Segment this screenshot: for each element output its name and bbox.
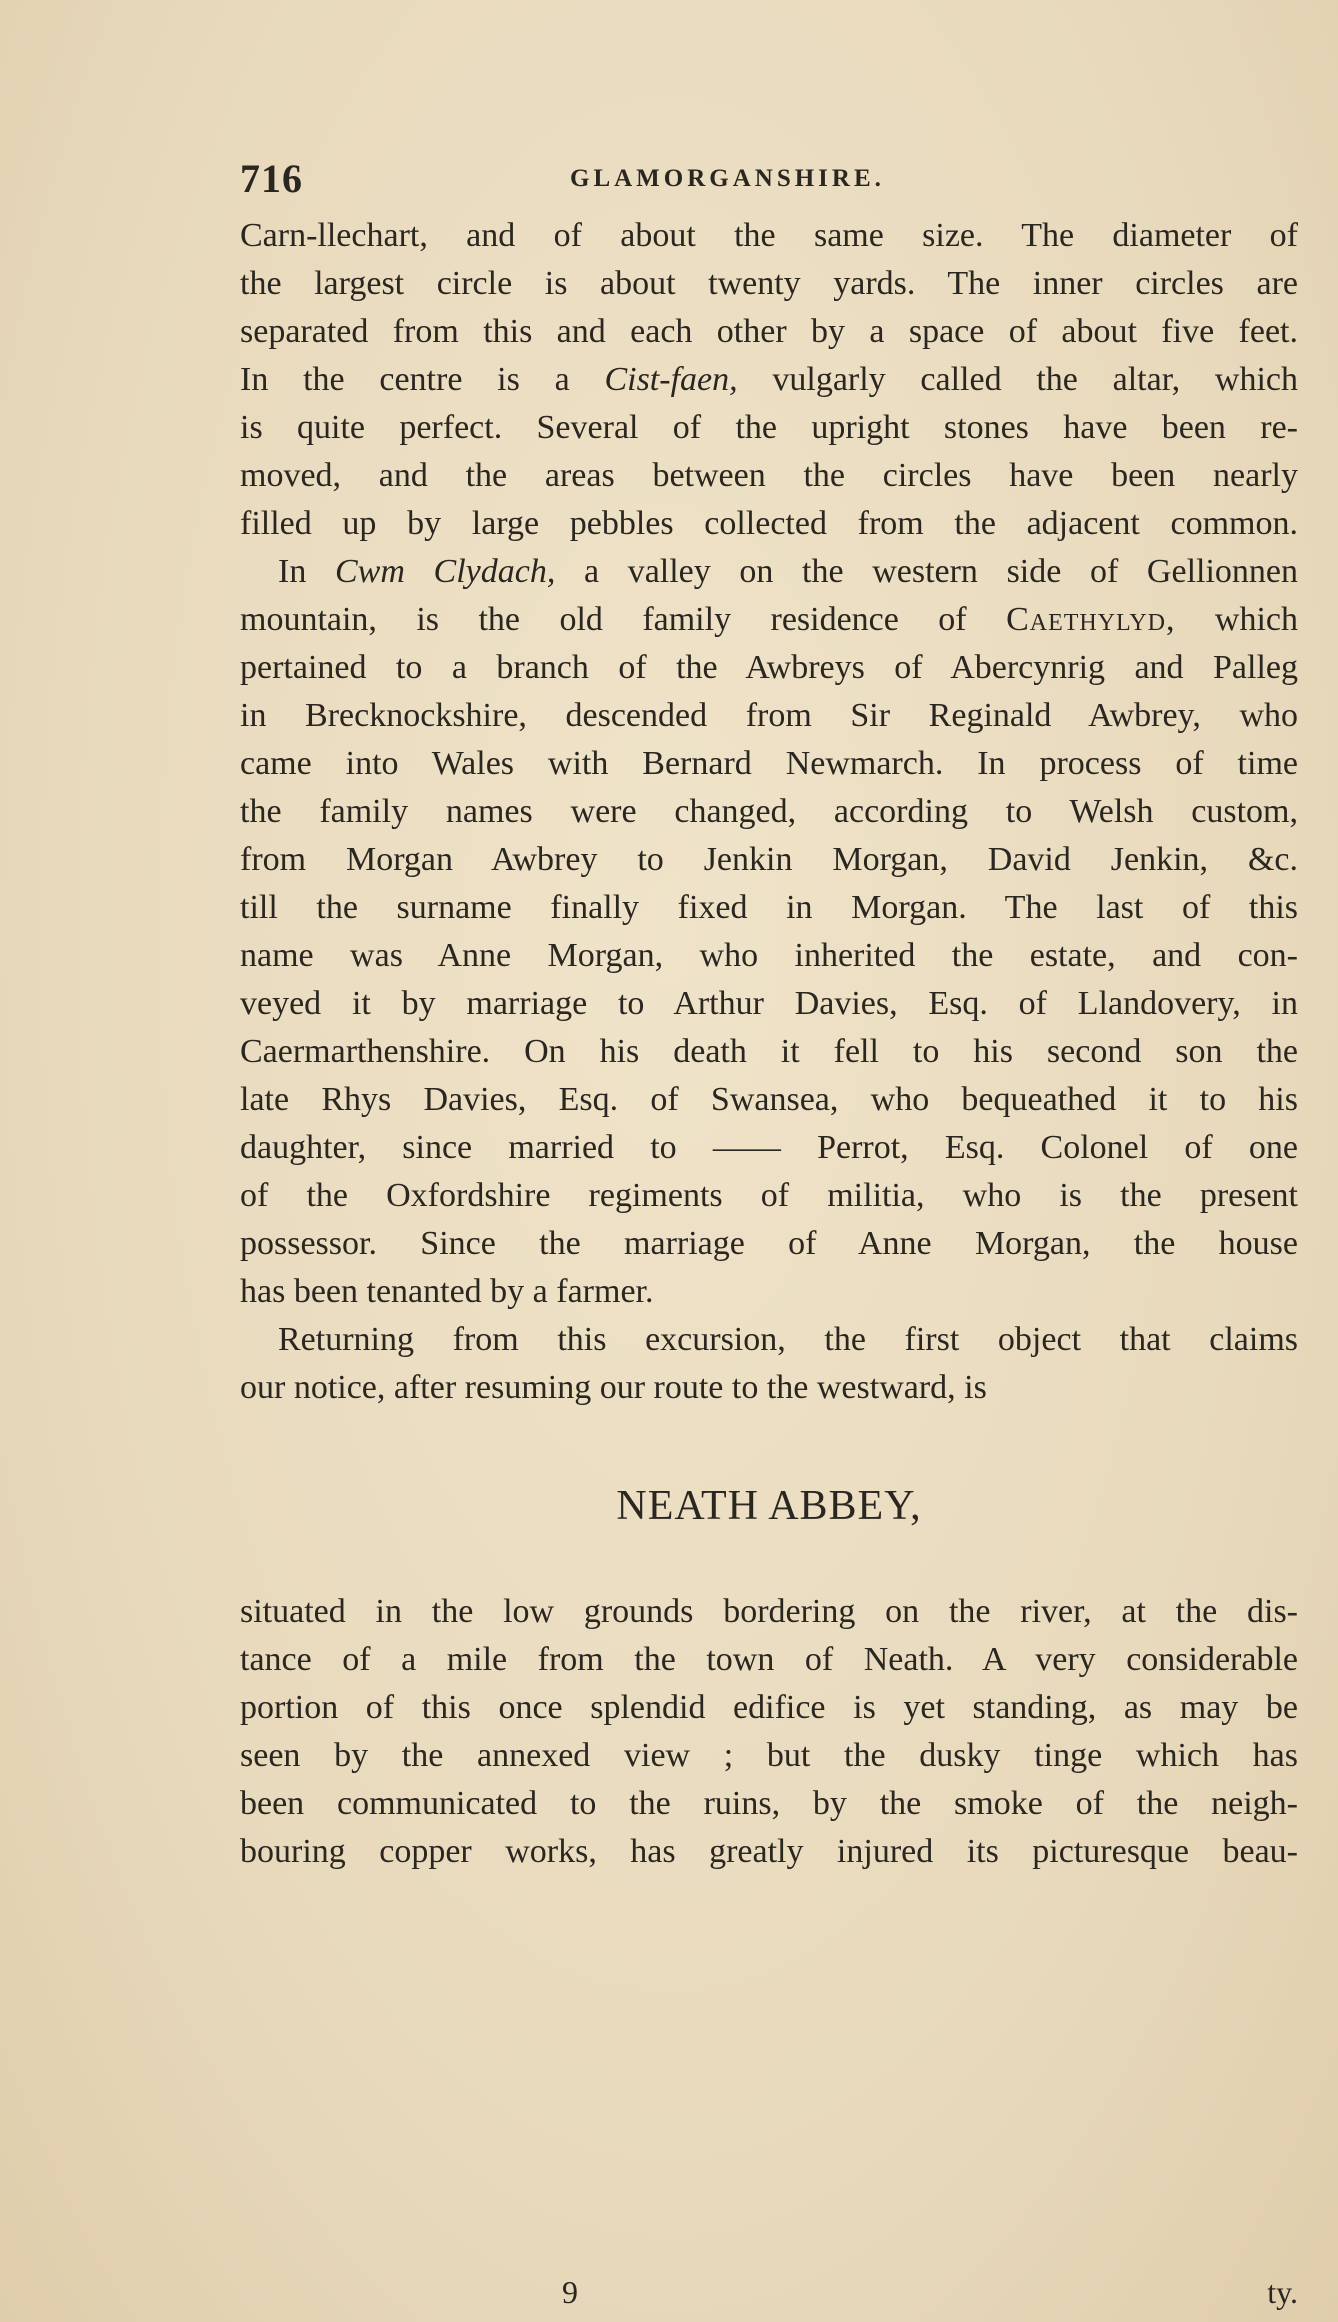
text-line: veyed it by marriage to Arthur Davies, Esq. of Llandovery, in — [240, 985, 1298, 1022]
running-head: GLAMORGANSHIRE. — [570, 165, 885, 192]
text-line: separated from this and each other by a space of about five feet. — [240, 313, 1298, 350]
section-heading: NEATH ABBEY, — [616, 1483, 922, 1529]
text-line: Carn-llechart, and of about the same size. The diameter of — [240, 217, 1298, 254]
text-line: seen by the annexed view ; but the dusky tinge which has — [240, 1737, 1298, 1774]
text-line: portion of this once splendid edifice is yet standing, as may be — [240, 1689, 1298, 1726]
text-fragment: a valley on the western side of Gellionnen — [555, 553, 1299, 590]
text-line: has been tenanted by a farmer. — [240, 1273, 654, 1310]
text-line: the family names were changed, according to Welsh custom, — [240, 793, 1298, 830]
text-line: is quite perfect. Several of the upright stones have been re- — [240, 409, 1298, 446]
italic-term: Cist-faen, — [604, 361, 738, 398]
text-line: name was Anne Morgan, who inherited the estate, and con- — [240, 937, 1298, 974]
page-footer — [240, 2274, 1298, 2322]
italic-place-name: Cwm Clydach, — [334, 553, 556, 590]
text-line — [240, 548, 1298, 596]
text-line: tance of a mile from the town of Neath. A very considerable — [240, 1641, 1298, 1678]
text-line: Caermarthenshire. On his death it fell to his second son the — [240, 1033, 1298, 1070]
text-fragment: mountain, is the old family residence of — [240, 601, 1007, 638]
catchword: ty. — [1267, 2274, 1298, 2310]
text-line: pertained to a branch of the Awbreys of Abercynrig and Palleg — [240, 649, 1298, 686]
text-line: possessor. Since the marriage of Anne Morgan, the house — [240, 1225, 1298, 1262]
page-header — [240, 155, 1090, 201]
signature-mark: 9 — [562, 2274, 578, 2310]
text-fragment: vulgarly called the altar, which — [737, 361, 1299, 398]
text-fragment: In the centre is a — [240, 361, 570, 398]
text-line: our notice, after resuming our route to the westward, is — [240, 1369, 987, 1406]
text-line — [240, 596, 1298, 644]
text-line: Returning from this excursion, the first object that claims — [278, 1321, 1298, 1358]
text-line: from Morgan Awbrey to Jenkin Morgan, David Jenkin, &c. — [240, 841, 1298, 878]
smallcaps-name: Caethylyd, — [1006, 601, 1176, 638]
text-line: situated in the low grounds bordering on the river, at the dis- — [240, 1593, 1298, 1630]
text-line: late Rhys Davies, Esq. of Swansea, who bequeathed it to his — [240, 1081, 1298, 1118]
text-line: the largest circle is about twenty yards. The inner circles are — [240, 265, 1298, 302]
text-line — [240, 356, 1298, 404]
text-fragment: which — [1175, 601, 1299, 638]
text-line: in Brecknockshire, descended from Sir Reginald Awbrey, who — [240, 697, 1298, 734]
text-line: till the surname finally fixed in Morgan. The last of this — [240, 889, 1298, 926]
text-line: of the Oxfordshire regiments of militia, who is the present — [240, 1177, 1298, 1214]
text-fragment: In — [278, 553, 335, 590]
text-line: moved, and the areas between the circles have been nearly — [240, 457, 1298, 494]
text-line: bouring copper works, has greatly injured its picturesque beau- — [240, 1833, 1298, 1870]
text-line: been communicated to the ruins, by the smoke of the neigh- — [240, 1785, 1298, 1822]
text-line: came into Wales with Bernard Newmarch. In process of time — [240, 745, 1298, 782]
text-line: filled up by large pebbles collected from the adjacent common. — [240, 505, 1298, 542]
body-text — [240, 212, 1298, 1876]
text-line: daughter, since married to —— Perrot, Esq. Colonel of one — [240, 1129, 1298, 1166]
page-number: 716 — [240, 156, 303, 201]
